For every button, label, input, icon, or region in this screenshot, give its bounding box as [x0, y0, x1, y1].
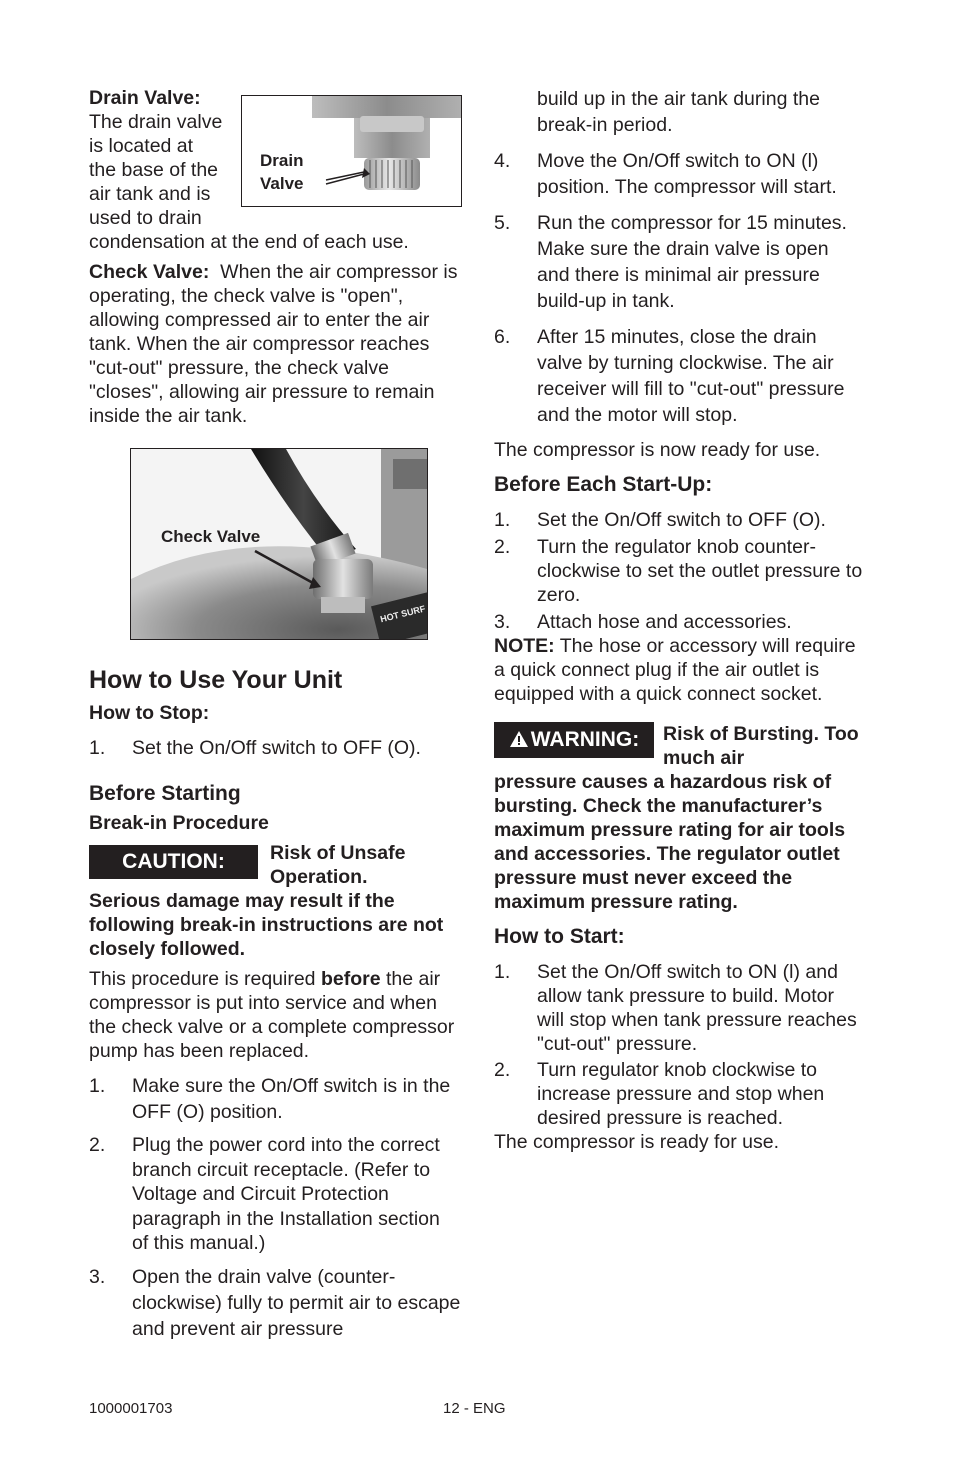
drain-valve-figure	[241, 95, 462, 207]
break-in-steps-continued	[494, 148, 866, 428]
doc-number: 1000001703	[89, 1400, 173, 1417]
how-to-stop-list	[89, 735, 461, 761]
break-in-heading: Break-in Procedure	[89, 812, 269, 834]
step3-continued: build up in the air tank during the break-in period.	[537, 88, 820, 136]
page-number: 12 - ENG	[443, 1400, 506, 1417]
right-column	[494, 86, 866, 1154]
list-item: 1. Set the On/Off switch to OFF (O).	[494, 509, 826, 531]
check-valve-paragraph: Check Valve: When the air compressor is operating, the check valve is "open", allowing compressed air to enter the air tank. When the air compressor reaches "cut-out" pressure, the check valve "closes", allowing air pressure to remain inside the air tank.	[89, 261, 458, 427]
drain-valve-section: Drain Valve: The drain valve is located at the base of the air tank and is used to drain condensation at the end of each use. Drain Valve	[89, 86, 461, 256]
before-each-startup-steps	[494, 508, 866, 634]
list-item: 4. Move the On/Off switch to ON (l) position. The compressor will start.	[494, 150, 837, 198]
warning-block	[494, 722, 866, 914]
caution-block	[89, 841, 461, 961]
caution-badge: CAUTION:	[89, 845, 258, 879]
how-to-start-heading: How to Start:	[494, 925, 625, 948]
caution-heading: Risk of Unsafe Operation.	[270, 842, 406, 888]
list-item: 1. Set the On/Off switch to ON (l) and allow tank pressure to build. Motor will stop when tank pressure reaches "cut-out" pressure.	[494, 961, 857, 1055]
list-item: 1. Set the On/Off switch to OFF (O).	[89, 737, 421, 759]
warning-badge: WARNING:	[494, 722, 654, 758]
warning-heading: Risk of Bursting. Too much air	[663, 723, 859, 769]
list-item: 1. Make sure the On/Off switch is in the OFF (O) position.	[89, 1075, 451, 1123]
check-valve-figure	[130, 448, 428, 640]
break-in-ready: The compressor is now ready for use.	[494, 439, 821, 461]
how-to-start-ready: The compressor is ready for use.	[494, 1131, 780, 1153]
list-item: 3. Attach hose and accessories.	[494, 611, 792, 633]
list-item: 6. After 15 minutes, close the drain valve by turning clockwise. The air receiver will fill to "cut-out" pressure and the motor will stop.	[494, 326, 845, 426]
list-item: 2. Turn regulator knob clockwise to increase pressure and stop when desired pressure is reached.	[494, 1059, 825, 1129]
list-item: 2. Turn the regulator knob counter-clockwise to set the outlet pressure to zero.	[494, 536, 863, 606]
left-column	[89, 86, 461, 1342]
hot-surface-sticker: HOT SURF	[379, 603, 427, 625]
check-valve-label: Check Valve	[161, 527, 261, 546]
check-valve-title: Check Valve:	[89, 261, 210, 283]
how-to-start-steps	[494, 960, 866, 1130]
list-item: 3. Open the drain valve (counter-clockwise) fully to permit air to escape and prevent air pressure	[89, 1265, 461, 1340]
break-in-steps	[89, 1073, 461, 1342]
warning-body: pressure causes a hazardous risk of bursting. Check the manufacturer’s maximum pressure rating for air tools and accessories. The regulator outlet pressure must never exceed the maximum pressure rating.	[494, 771, 846, 913]
note-paragraph: NOTE: The hose or accessory will require a quick connect plug if the air outlet is equipped with a quick connect socket.	[494, 635, 856, 705]
drain-valve-label: Drain Valve	[260, 151, 304, 193]
how-to-stop-heading: How to Stop:	[89, 702, 210, 724]
before-each-startup-heading: Before Each Start-Up:	[494, 473, 713, 496]
list-item: 5. Run the compressor for 15 minutes. Make sure the drain valve is open and there is minimal air pressure build-up in tank.	[494, 212, 847, 312]
before-starting-heading: Before Starting	[89, 782, 241, 805]
break-in-intro: This procedure is required before the air compressor is put into service and when the check valve or a complete compressor pump has been replaced.	[89, 968, 455, 1062]
list-item: 2. Plug the power cord into the correct branch circuit receptacle. (Refer to Voltage and Circuit Protection paragraph in the Installation section of this manual.)	[89, 1134, 440, 1254]
how-to-use-heading: How to Use Your Unit	[89, 666, 343, 694]
warning-triangle-icon	[509, 730, 529, 748]
caution-body: Serious damage may result if the following break-in instructions are not closely followed.	[89, 890, 444, 960]
drain-valve-title: Drain Valve:	[89, 87, 201, 109]
